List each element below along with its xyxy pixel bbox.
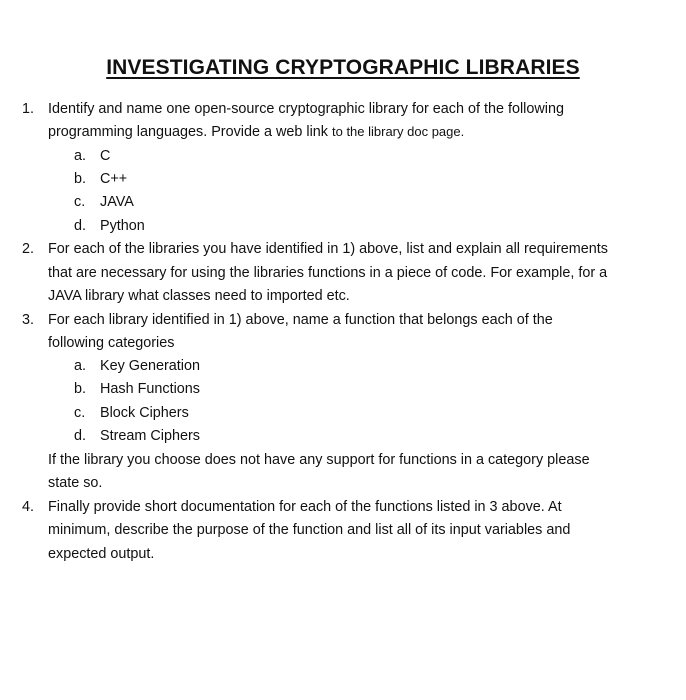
q1-line-2 <box>48 123 464 141</box>
q1-line-1: Identify and name one open-source cryptographic library for each of the following <box>48 101 564 117</box>
q1-item-a-text: C <box>100 148 111 164</box>
q3-note-line-1: If the library you choose does not have any support for functions in a category please <box>48 452 590 468</box>
q1-line-2-small: to the library doc page. <box>331 124 465 139</box>
q1-item-d-text: Python <box>100 218 145 234</box>
q3-item-a-letter: a. <box>74 358 87 374</box>
q2-line-3: JAVA library what classes need to imported etc. <box>48 288 350 304</box>
q2-number: 2. <box>22 241 35 257</box>
q4-line-2: minimum, describe the purpose of the function and list all of its input variables and <box>48 522 571 538</box>
q4-line-3: expected output. <box>48 546 155 562</box>
q3-line-1: For each library identified in 1) above, name a function that belongs each of the <box>48 312 553 328</box>
page-title <box>0 56 686 80</box>
q1-item-a-letter: a. <box>74 148 87 164</box>
q1-item-c-text: JAVA <box>100 194 134 210</box>
q1-line-2-main: programming languages. Provide a web link <box>48 124 332 140</box>
page-title-text: INVESTIGATING CRYPTOGRAPHIC LIBRARIES <box>106 56 580 79</box>
q3-item-d-letter: d. <box>74 428 87 444</box>
q3-item-c-letter: c. <box>74 405 86 421</box>
q3-item-d-text: Stream Ciphers <box>100 428 200 444</box>
q3-item-c-text: Block Ciphers <box>100 405 189 421</box>
q3-item-b-text: Hash Functions <box>100 381 200 397</box>
q2-line-2: that are necessary for using the libraries functions in a piece of code. For example, for a <box>48 265 608 281</box>
q3-item-b-letter: b. <box>74 381 87 397</box>
q1-item-d-letter: d. <box>74 218 87 234</box>
q4-line-1: Finally provide short documentation for each of the functions listed in 3 above. At <box>48 499 562 515</box>
q3-note-line-2: state so. <box>48 475 103 491</box>
q4-number: 4. <box>22 499 35 515</box>
q3-number: 3. <box>22 312 35 328</box>
q3-line-2: following categories <box>48 335 175 351</box>
q1-number: 1. <box>22 101 35 117</box>
q1-item-b-letter: b. <box>74 171 87 187</box>
q3-item-a-text: Key Generation <box>100 358 200 374</box>
q1-item-c-letter: c. <box>74 194 86 210</box>
q1-item-b-text: C++ <box>100 171 128 187</box>
q2-line-1: For each of the libraries you have identified in 1) above, list and explain all requirements <box>48 241 608 257</box>
